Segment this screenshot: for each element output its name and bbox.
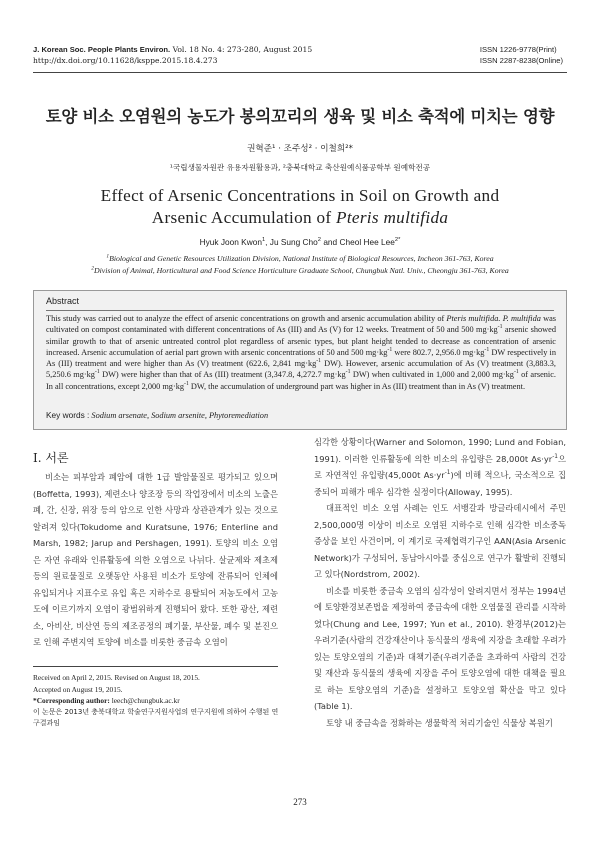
affiliation-english <box>0 253 600 277</box>
abstract-heading: Abstract <box>46 296 80 306</box>
unit-sup: -1 <box>497 324 503 331</box>
abstract-part: was cultivated on compost contaminated with different concentrations of As (III) and As (V) for 12 weeks. Treatment of 50 and 500 mg·kg <box>46 314 557 335</box>
abstract-part: DW, the accumulation of underground part was higher in As (III) treatment than in As (V) treatment. <box>188 381 526 391</box>
unit-sup: -1 <box>444 470 451 477</box>
text-part: 심각한 상황이다(Warner and Solomon, 1990; Lund and Fobian, 1991). 이러한 인류활동에 의한 비소의 유입량은 28,000t As·yr <box>314 437 566 464</box>
issn-print: ISSN 1226-9778(Print) <box>479 45 557 54</box>
unit-sup: -1 <box>345 369 351 376</box>
affil-2-sup: 2 <box>91 265 94 272</box>
journal-header <box>33 44 312 66</box>
abstract-part: DW respectively in As (III) treatment and were higher than As (V) treatment (622.6, 2,841 mg·kg <box>46 347 556 369</box>
author-2: Ju Sung Cho <box>269 237 318 247</box>
abstract-part: DW) were higher than that of As (III) treatment (3,347.8, 4,272.7 mg·kg <box>99 370 346 380</box>
received-date: Received on April 2, 2015. Revised on August 18, 2015. <box>33 673 200 682</box>
doi-link[interactable]: http://dx.doi.org/10.11628/ksppe.2015.18.4.273 <box>33 56 218 65</box>
abstract-part: arsenic showed similar growth to that of arsenic untreated control plot regardless of arsenic types, but plant height tended to decrease as concentration of arsenic increased. Arsenic accumulation of aerial part grown with arsenic concentrations of 50 and 500 mg·kg <box>46 325 556 357</box>
author-3-sup: 2* <box>394 237 401 244</box>
abstract-part: DW). However, arsenic accumulation of As (V) treatment (3,883.3, 5,250.6 mg·kg <box>46 359 556 380</box>
abstract-rule <box>46 310 554 311</box>
abstract-part: were 802.7, 2,956.0 mg·kg <box>392 347 485 357</box>
section-heading-intro: I. 서론 <box>33 451 69 465</box>
page-number: 273 <box>293 797 307 807</box>
author-3: Cheol Hee Lee <box>339 237 395 247</box>
unit-sup: -1 <box>552 453 558 460</box>
authors-korean: 권혁준¹ · 조주성² · 이철희²* <box>247 144 353 154</box>
unit-sup: -1 <box>184 381 189 388</box>
issn-online: ISSN 2287-8238(Online) <box>479 56 563 65</box>
corresponding-email[interactable]: leech@chungbuk.ac.kr <box>109 696 180 705</box>
journal-volume: Vol. 18 No. 4: 273-280, August 2015 <box>170 45 313 54</box>
affil-1-sup: 1 <box>106 253 110 260</box>
title-english-line2: Arsenic Accumulation of <box>151 208 337 227</box>
abstract-part: of arsenic. In all concentrations, except 2,000 mg·kg <box>46 370 556 391</box>
body-left-column <box>33 469 278 651</box>
author-1-sup: 1 <box>261 237 266 244</box>
body-right-column <box>314 434 566 731</box>
title-korean: 토양 비소 오염원의 농도가 봉의꼬리의 생육 및 비소 축적에 미치는 영향 <box>45 107 555 126</box>
author-1: Hyuk Joon Kwon <box>199 237 262 247</box>
unit-sup: -1 <box>94 369 100 376</box>
title-species: Pteris multifida <box>336 208 449 227</box>
title-english <box>0 185 600 229</box>
affil-2: Division of Animal, Horticultural and Food Science Horticulture Graduate School, Chungbuk Natl. Univ., Cheongju 361-763, Korea <box>94 266 509 275</box>
affiliation-korean: ¹국립생물자원관 유용자원활용과, ²충북대학교 축산원예식품공학부 원예학전공 <box>169 163 431 172</box>
authors-english <box>0 237 600 247</box>
author-2-sup: 2 <box>317 237 322 244</box>
footnote <box>33 672 283 729</box>
paragraph: 비소는 피부암과 폐암에 대한 1급 발암물질로 평가되고 있으며 (Boffetta, 1993), 제련소나 양조장 등의 작업장에서 비소의 노출은 폐, 간, 신장, 위장 등의 암으로 인한 사망과 상관관계가 있는 것으로 알려져 있다(Tokudome and Kuratsune, 1976; Enterline and Marsh, 1982; Jarup and Pershagen, 1991). 토양의 비소 오염은 자연 유래와 인류활동에 의한 오염으로 나뉘다. 살균제와 제초제 등의 원료물질로 오랫동안 사용된 비소가 토양에 잔류되어 인체에 유입되거나 지표수로 유입 혹은 지하수로 용탈되어 저농도에서 고농도에 이르기까지 오염이 광범위하게 진행되어 왔다. 또한 광산, 제련소, 아비산, 비산연 등의 제조공정의 폐기물, 부산물, 폐수 및 분진으로 인해 주변지역 토양에 비소를 비롯한 중금속 오염이 <box>33 472 278 647</box>
issn-block <box>480 44 563 66</box>
abstract-box <box>33 290 567 430</box>
paragraph <box>314 434 566 500</box>
paragraph: 대표적인 비소 오염 사례는 인도 서뱅갈과 방글라데시에서 주민 2,500,000명 이상이 비소로 오염된 지하수로 인해 심각한 비소중독 증상을 보인 사건이며, 이 계기로 국제협력기구인 AAN(Asia Arsenic Network)가 구성되어, 동남아시아를 중심으로 연구가 활발히 진행되고 있다(Nordstrom, 2002). <box>314 503 566 579</box>
footnote-rule <box>33 666 278 667</box>
header-rule <box>33 72 567 73</box>
abstract-part: DW) when cultivated in 1,000 and 2,000 mg·kg <box>350 370 514 380</box>
author-separator: , <box>265 237 270 247</box>
keywords-label: Key words : <box>46 410 90 420</box>
unit-sup: -1 <box>316 358 322 365</box>
unit-sup: -1 <box>387 347 393 354</box>
abstract-species: Pteris multifida. <box>446 314 501 323</box>
accepted-date: Accepted on August 19, 2015. <box>33 684 123 694</box>
keywords-list: Sodium arsenate, Sodium arsenite, Phytoremediation <box>89 411 269 420</box>
abstract-part: This study was carried out to analyze the effect of arsenic concentrations on growth and arsenic accumulation ability of <box>46 314 447 323</box>
unit-sup: -1 <box>484 347 490 354</box>
journal-name: J. Korean Soc. People Plants Environ. <box>33 45 171 54</box>
corresponding-label: *Corresponding author: <box>33 696 110 705</box>
affil-1: Biological and Genetic Resources Utilization Division, National Institute of Biological Resources, Incheon 361-763, Korea <box>109 254 494 263</box>
text-part: )에 비해 적으나, 국소적으로 집중되어 피해가 매우 심각한 실정이다(Alloway, 1995). <box>314 470 566 497</box>
text-part: 으로 자연적인 유입량(45,000t As·yr <box>314 453 566 480</box>
author-and: and <box>321 237 340 247</box>
acknowledgement: 이 논문은 2013년 충북대학교 학술연구지원사업의 연구지원에 의하여 수행된 연구결과임 <box>33 707 279 727</box>
paragraph: 비소를 비롯한 중금속 오염의 심각성이 알려지면서 정부는 1994년에 토양환경보존법을 제정하여 중금속에 대한 오염물질 관리를 시작하였다(Chung and Lee, 1997; Yun et al., 2010). 환경부(2012)는 우려기준(사람의 건강재산이나 동식물의 생육에 지장을 초래할 우려가 있는 토양오염의 기준)과 대책기준(우려기준을 초과하여 사람의 건강 및 재산과 동식물의 생육에 지장을 주어 토양오염에 대한 대책을 필요로 하는 토양오염의 기준)을 설정하고 토양오염 확산을 막고 있다(Table 1). <box>314 585 566 711</box>
keywords <box>46 410 268 420</box>
abstract-species: P. multifida <box>502 314 541 323</box>
abstract-text <box>46 313 556 392</box>
paragraph: 토양 내 중금속을 정화하는 생물학적 처리기술인 식물상 복원기 <box>326 717 553 728</box>
title-english-line1: Effect of Arsenic Concentrations in Soil on Growth and <box>100 186 500 205</box>
unit-sup: -1 <box>513 369 519 376</box>
